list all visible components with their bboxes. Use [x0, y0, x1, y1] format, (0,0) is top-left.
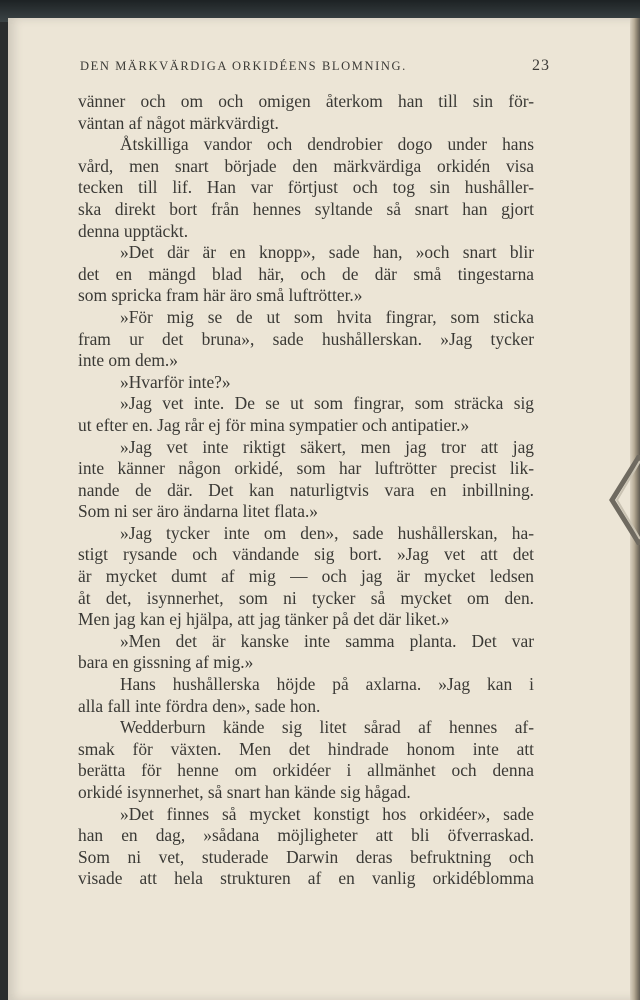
text-line: smak för växten. Men det hindrade honom inte att [78, 738, 534, 759]
text-line: »Jag vet inte. De se ut som fingrar, som sträcka sig [120, 393, 534, 414]
text-line: »Jag vet inte riktigt säkert, men jag tror att jag [120, 436, 534, 457]
page-number: 23 [532, 57, 550, 74]
text-line: alla fall inte fördra den», sade hon. [78, 695, 321, 716]
text-line: nande de där. Det kan naturligtvis vara en inbillning. [78, 479, 534, 500]
book-clasp-icon [604, 455, 640, 545]
text-line: ska direkt bort från hennes syltande så snart han gjort [78, 198, 534, 219]
text-line: »Det där är en knopp», sade han, »och snart blir [120, 242, 534, 263]
text-line: Åtskilliga vandor och dendrobier dogo under hans [120, 134, 534, 155]
text-line: »Jag tycker inte om den», sade hushållerskan, ha- [120, 522, 534, 543]
text-line: inte om dem.» [78, 350, 178, 371]
text-line: inte känner någon orkidé, som har luftrötter precist lik- [78, 458, 534, 479]
body-text [78, 91, 534, 890]
text-line: vård, men snart började den märkvärdiga orkidén visa [78, 155, 534, 176]
text-line: »Men det är kanske inte samma planta. Det var [120, 630, 534, 651]
text-line: denna upptäckt. [78, 220, 189, 241]
text-line: »Det finnes så mycket konstigt hos orkidéer», sade [120, 803, 534, 824]
text-line: orkidé isynnerhet, så snart han kände sig hågad. [78, 782, 411, 802]
text-line: stigt rysande och vändande sig bort. »Jag vet att det [78, 544, 534, 565]
text-line: Hans hushållerska höjde på axlarna. »Jag kan i [120, 674, 534, 695]
text-line: »Hvarför inte?» [120, 371, 231, 392]
text-line: är mycket dumt af mig — och jag är mycket ledsen [78, 566, 534, 587]
text-line: åt det, isynnerhet, som ni tycker så mycket om den. [78, 587, 534, 608]
text-line: Men jag kan ej hjälpa, att jag tänker på det där liket.» [78, 609, 450, 630]
text-line: bara en gissning af mig.» [78, 652, 254, 673]
text-line: som spricka fram här äro små luftrötter.» [78, 285, 363, 306]
page-header [80, 57, 550, 75]
text-line: vänner och om och omigen återkom han till sin för- [78, 91, 534, 111]
running-title: DEN MÄRKVÄRDIGA ORKIDÉENS BLOMNING. [80, 59, 407, 73]
text-line: berätta för henne om orkidéer i allmänhet och denna [78, 760, 534, 781]
text-line: han en dag, »sådana möjligheter att bli öfverraskad. [78, 825, 534, 846]
text-line: tecken till lif. Han var förtjust och tog sin hushåller- [78, 177, 534, 198]
text-line: väntan af något märkvärdigt. [78, 112, 279, 133]
text-line: Som ni vet, studerade Darwin deras befruktning och [78, 846, 534, 867]
text-line: visade att hela strukturen af en vanlig orkidéblomma [78, 868, 534, 889]
text-line: det en mängd blad här, och de där små tingestarna [78, 263, 534, 284]
text-line: »För mig se de ut som hvita fingrar, som sticka [120, 306, 534, 327]
text-line: fram ur det bruna», sade hushållerskan. »Jag tycker [78, 328, 534, 349]
text-line: Wedderburn kände sig litet sårad af hennes af- [120, 717, 534, 738]
text-line: Som ni ser äro ändarna litet flata.» [78, 501, 319, 522]
text-line: ut efter en. Jag rår ej för mina sympatier och antipatier.» [78, 414, 470, 435]
